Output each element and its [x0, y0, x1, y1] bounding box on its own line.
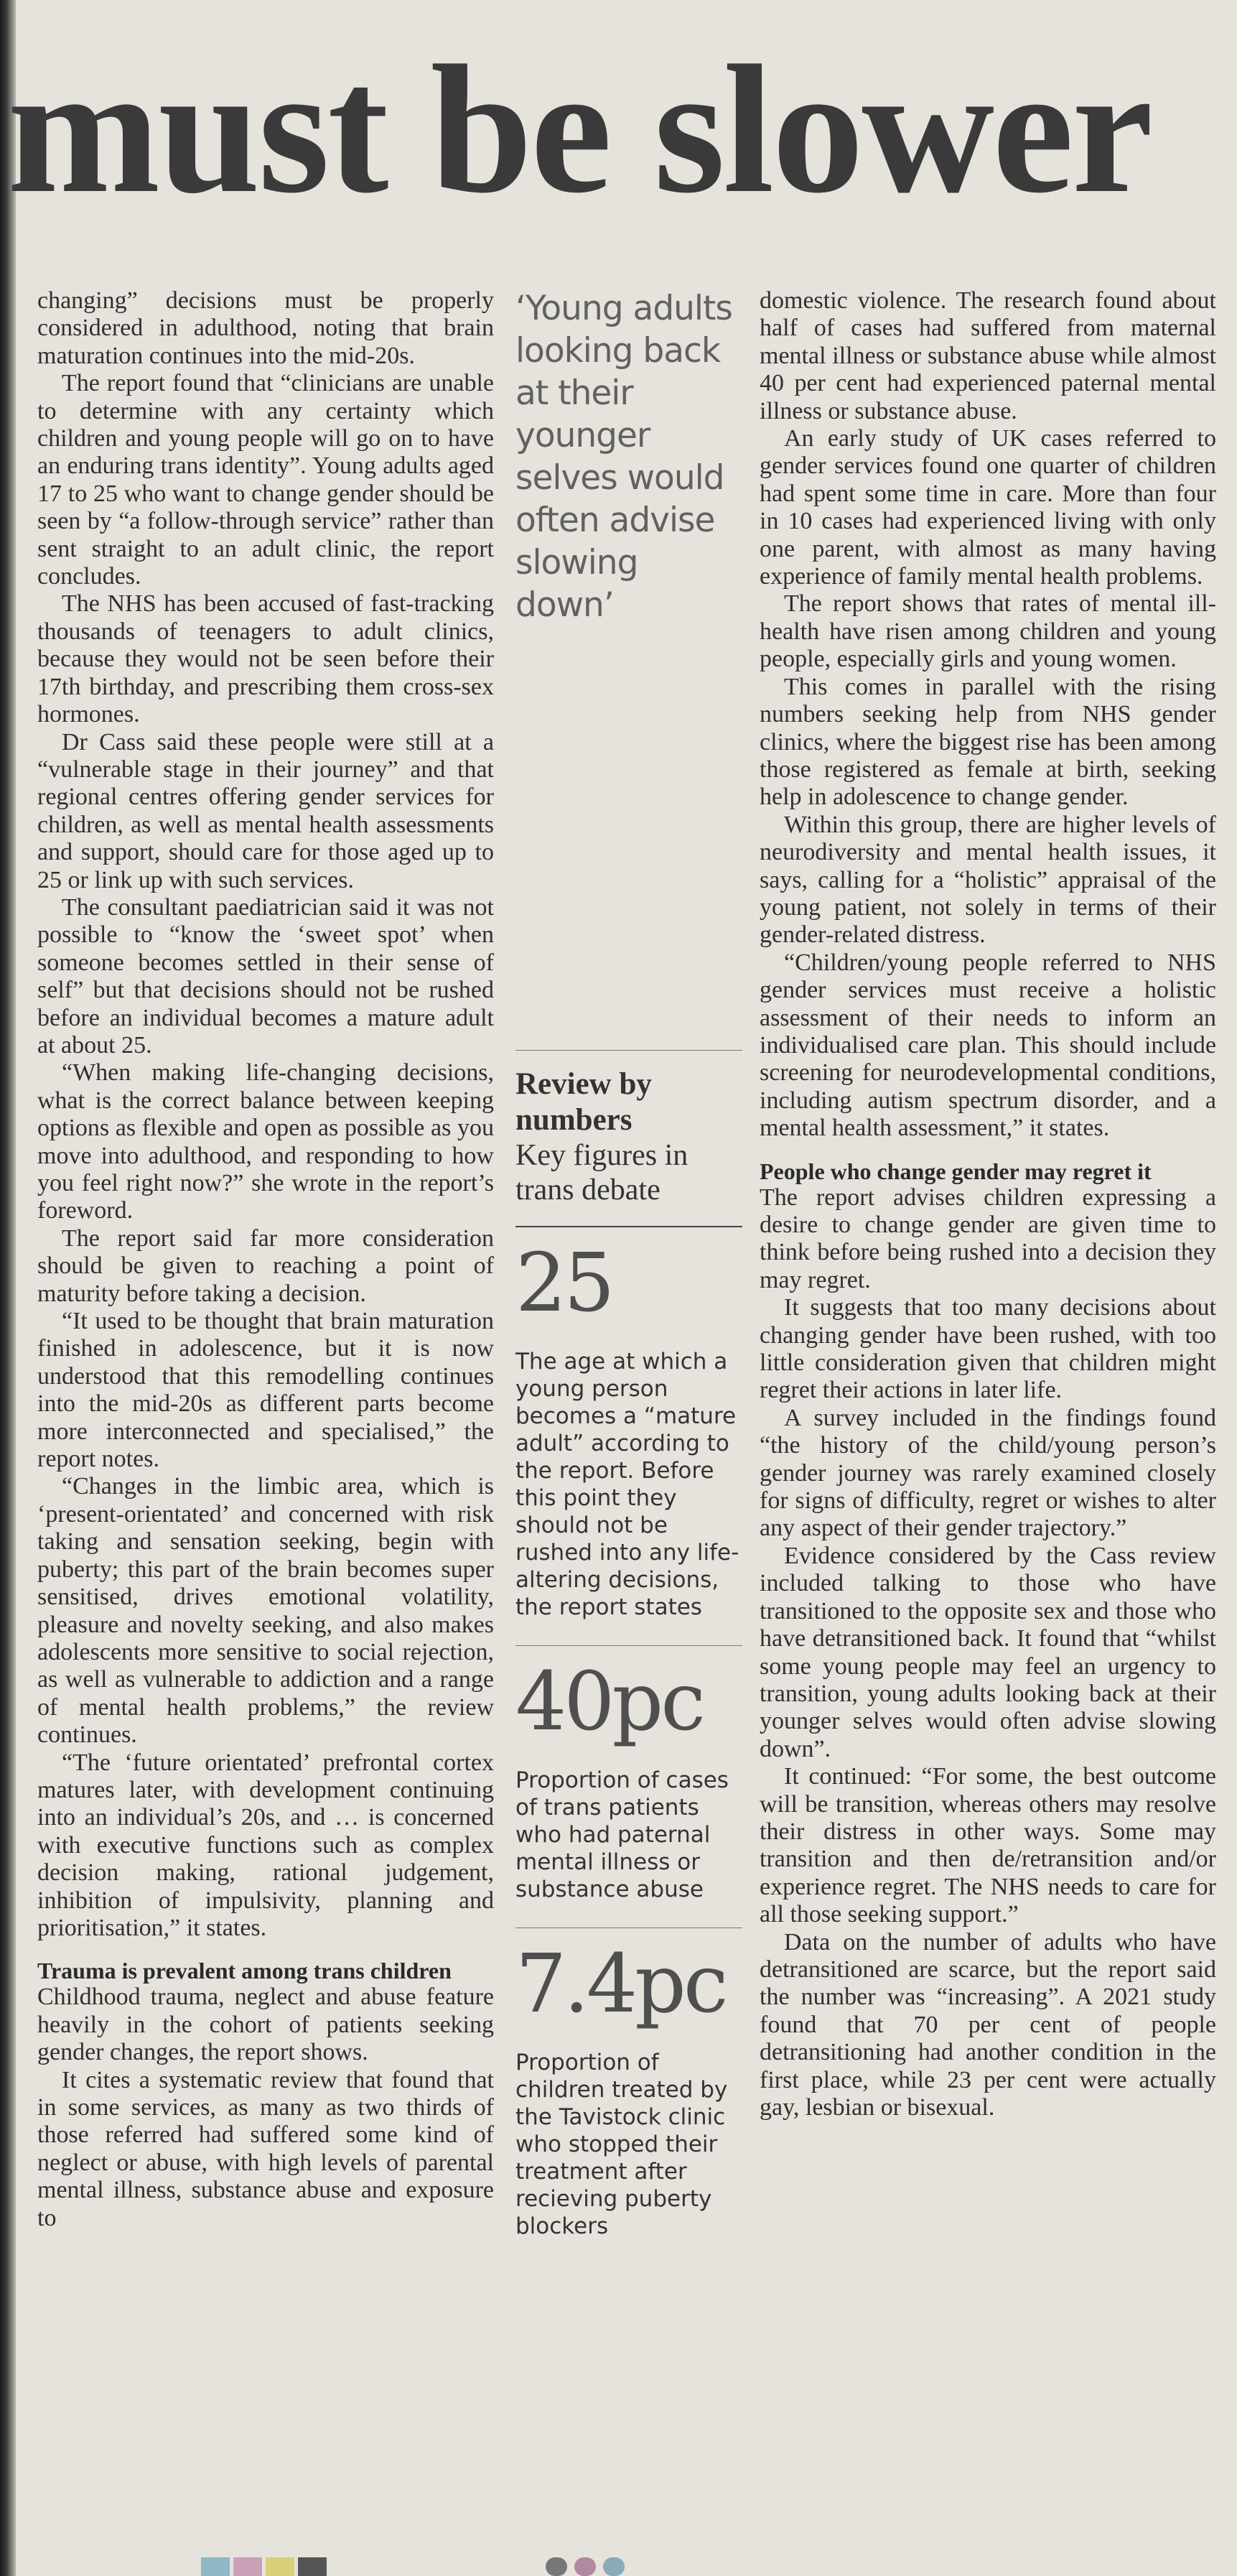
- color-swatch: [201, 2557, 230, 2576]
- sidebar-column: [515, 287, 742, 2240]
- paragraph: Within this group, there are higher levels of neurodiversity and mental health issues, it says, calling for a “holistic” appraisal of the young patient, not solely in terms of their gender-related distress.: [760, 811, 1216, 949]
- review-box-title: Review by numbers: [515, 1067, 652, 1137]
- stat-description: The age at which a young person becomes a “mature adult” according to the report. Before this point they should not be rushed into any life-altering decisions, the report states: [515, 1349, 739, 1620]
- color-swatch: [546, 2557, 567, 2576]
- paragraph: The NHS has been accused of fast-tracking thousands of teenagers to adult clinics, because they would not be seen before their 17th birthday, and prescribing them cross-sex hormones.: [37, 590, 494, 728]
- paragraph: “It used to be thought that brain maturation finished in adolescence, but it is now understood that this remodelling continues into the mid-20s as different parts become more interconnected and specialised,” the report notes.: [37, 1308, 494, 1473]
- paragraph: It continued: “For some, the best outcome will be transition, whereas others may resolve their distress in other ways. Some may transition and then de/retransition and/or experience regret. The NHS needs to care for all those seeking support.”: [760, 1763, 1216, 1928]
- print-registration-marks: [144, 2552, 1077, 2576]
- paragraph: The report said far more consideration should be given to reaching a point of maturity before taking a decision.: [37, 1224, 494, 1307]
- paragraph: A survey included in the findings found “the history of the child/young person’s gender journey was rarely examined closely for signs of difficulty, regret or wishes to alter any aspect of their gender trajectory.”: [760, 1404, 1216, 1542]
- color-swatch: [574, 2557, 596, 2576]
- stat-number: 25: [515, 1237, 612, 1330]
- divider: [515, 1226, 742, 1227]
- paragraph: It suggests that too many decisions about changing gender have been rushed, with too little consideration given that children might regret their actions in later life.: [760, 1294, 1216, 1404]
- color-swatch: [233, 2557, 262, 2576]
- article-column-1: [37, 287, 494, 2232]
- color-swatch: [298, 2557, 327, 2576]
- page-binding-shadow: [0, 0, 16, 2576]
- stat-description: Proportion of cases of trans patients who had paternal mental illness or substance abuse: [515, 1767, 729, 1902]
- review-box-subtitle: Key figures in trans debate: [515, 1139, 688, 1206]
- paragraph: domestic violence. The research found about half of cases had suffered from maternal mental illness or substance abuse while almost 40 per cent had experienced paternal mental illness or substance abuse.: [760, 287, 1216, 424]
- paragraph: “The ‘future orientated’ prefrontal cortex matures later, with development continuing into an individual’s 20s, and … is concerned with executive functions such as complex decision making, rational judgement, inhibition of impulsivity, planning and prioritisation,” it states.: [37, 1749, 494, 1941]
- stat-number: 40pc: [515, 1655, 703, 1749]
- paragraph: “Changes in the limbic area, which is ‘present-orientated’ and concerned with risk taking and sensation seeking, begin with puberty; this part of the brain becomes super sensitised, drives emotional volatility, pleasure and novelty seeking, and also makes adolescents more sensitive to social rejection, as well as vulnerable to addiction and a range of mental health problems,” the review continues.: [37, 1473, 494, 1749]
- subheading-trauma: Trauma is prevalent among trans children: [37, 1958, 452, 1984]
- paragraph: This comes in parallel with the rising numbers seeking help from NHS gender clinics, where the biggest rise has been among those registered as female at birth, seeking help in adolescence to change gender.: [760, 673, 1216, 811]
- color-swatch: [603, 2557, 625, 2576]
- subheading-regret: People who change gender may regret it: [760, 1158, 1152, 1184]
- paragraph: Evidence considered by the Cass review included talking to those who have transitioned to the opposite sex and those who have detransitioned back. It found that “whilst some young people may feel an urgency to transition, young adults looking back at their younger selves would often advise slowing down”.: [760, 1542, 1216, 1762]
- paragraph: “When making life-changing decisions, what is the correct balance between keeping options as flexible and open as possible as you move into adulthood, and responding to how you feel right now?” she wrote in the report’s foreword.: [37, 1059, 494, 1224]
- paragraph: An early study of UK cases referred to gender services found one quarter of children had spent some time in care. More than four in 10 cases had experienced living with only one parent, with almost as many having experience of family mental health problems.: [760, 425, 1216, 590]
- paragraph: It cites a systematic review that found that in some services, as many as two thirds of those referred had suffered some kind of neglect or abuse, with high levels of parental mental illness, substance abuse and exposure to: [37, 2066, 494, 2231]
- paragraph: Childhood trauma, neglect and abuse feature heavily in the cohort of patients seeking gender changes, the report shows.: [37, 1984, 494, 2066]
- paragraph: “Children/young people referred to NHS gender services must receive a holistic assessment of their needs to inform an individualised care plan. This should include screening for neurodevelopmental conditions, including autism spectrum disorder, and a mental health assessment,” it states.: [760, 949, 1216, 1142]
- paragraph: The report shows that rates of mental ill-health have risen among children and young people, especially girls and young women.: [760, 590, 1216, 673]
- pull-quote: ‘Young adults looking back at their younger selves would often advise slowing down’: [515, 289, 732, 625]
- paragraph: The report found that “clinicians are unable to determine with any certainty which children and young people will go on to have an enduring trans identity”. Young adults aged 17 to 25 who want to change gender should be seen by “a follow-through service” rather than sent straight to an adult clinic, the report concludes.: [37, 370, 494, 590]
- stat-description: Proportion of children treated by the Tavistock clinic who stopped their treatment after recieving puberty blockers: [515, 2050, 728, 2239]
- article-column-3: [760, 287, 1216, 2121]
- paragraph: Dr Cass said these people were still at a “vulnerable stage in their journey” and that regional centres offering gender services for children, as well as mental health assessments and support, should care for those aged up to 25 or link up with such services.: [37, 728, 494, 893]
- paragraph: changing” decisions must be properly considered in adulthood, noting that brain maturation continues into the mid-20s.: [37, 287, 494, 369]
- paragraph: The report advises children expressing a desire to change gender are given time to think before being rushed into a decision they may regret.: [760, 1184, 1216, 1293]
- paragraph: Data on the number of adults who have detransitioned are scarce, but the report said the number was “increasing”. A 2021 study found that 70 per cent of people detransitioning had another condition in the first place, while 23 per cent were actually gay, lesbian or bisexual.: [760, 1928, 1216, 2121]
- color-swatch: [266, 2557, 294, 2576]
- divider: [515, 1645, 742, 1646]
- stat-number: 7.4pc: [515, 1938, 726, 2031]
- headline: must be slower: [7, 28, 1152, 231]
- paragraph: The consultant paediatrician said it was not possible to “know the ‘sweet spot’ when someone becomes settled in their sense of self” but that decisions should not be rushed before an individual becomes a mature adult at about 25.: [37, 893, 494, 1059]
